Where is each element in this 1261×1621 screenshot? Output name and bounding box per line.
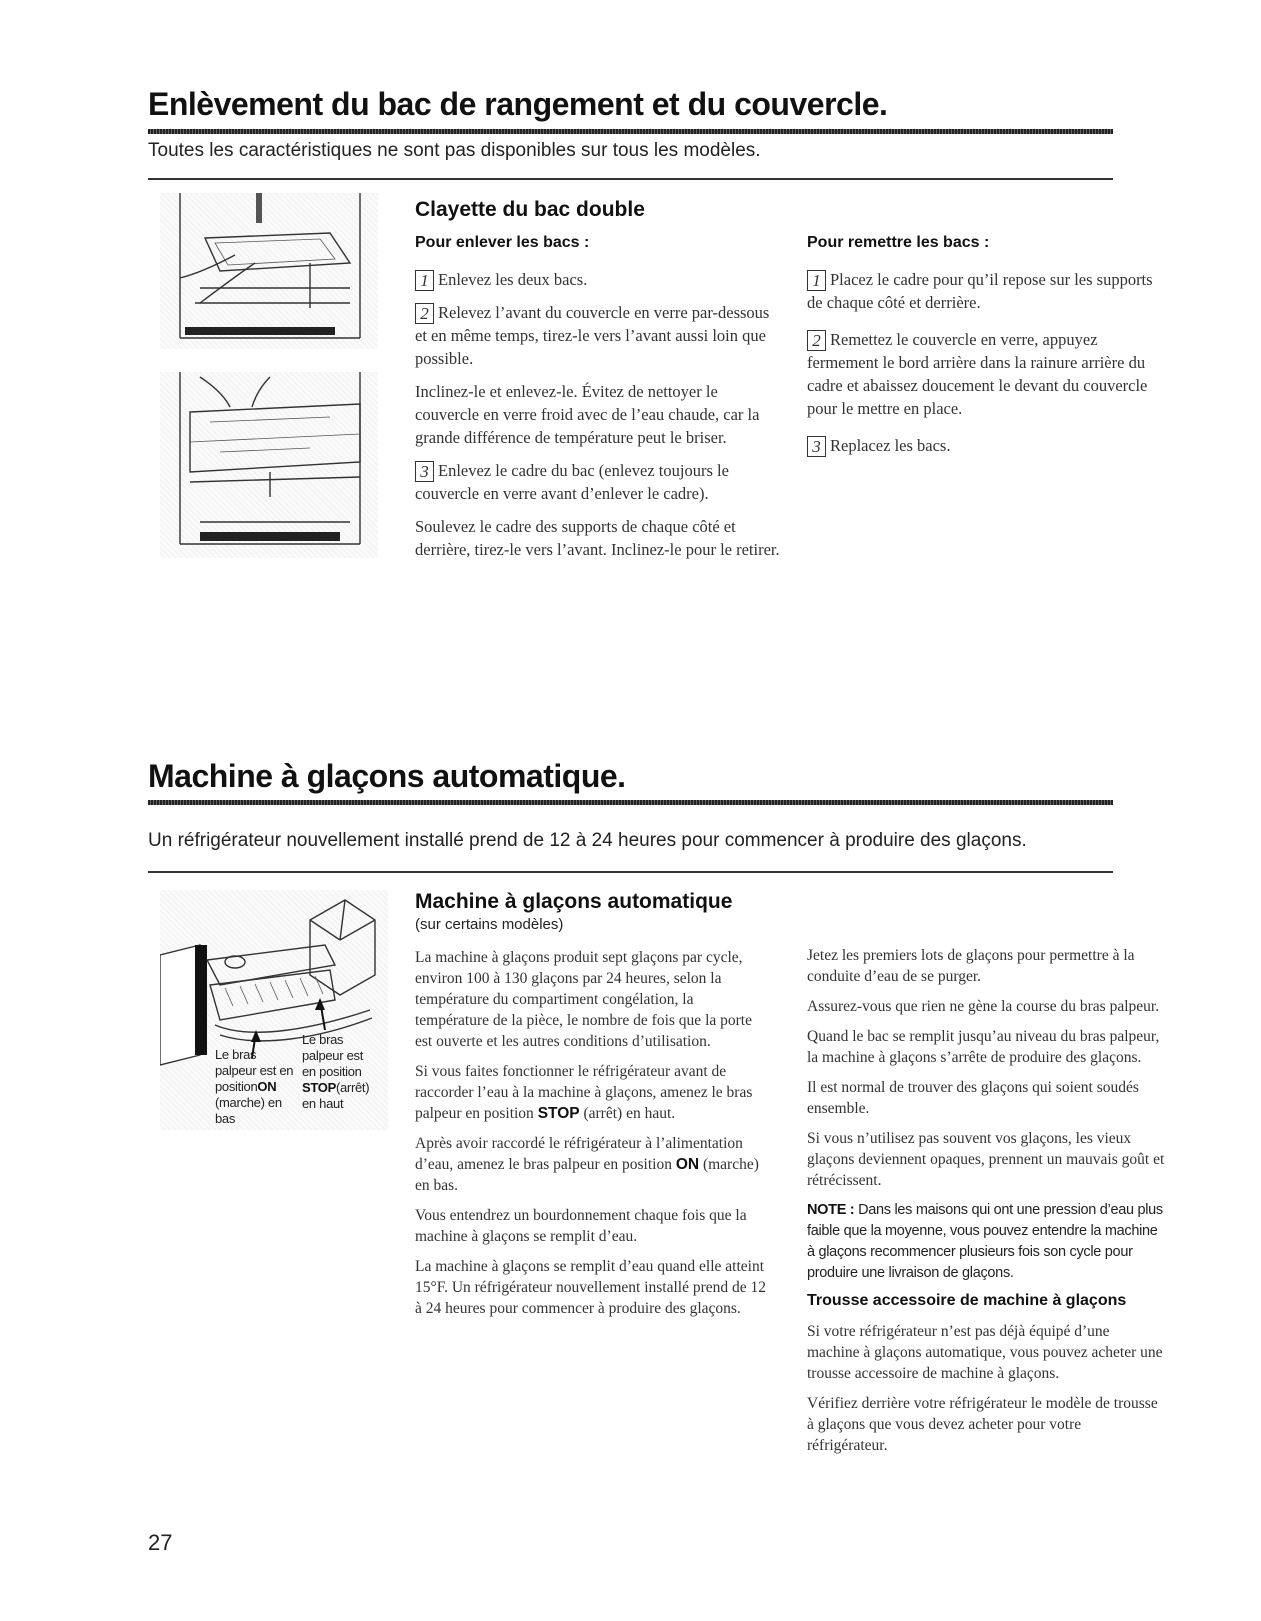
- remove-para-1: Inclinez-le et enlevez-le. Évitez de nettoyer le couvercle en verre froid avec de l’eau chaude, car la grande différence de température peut le briser.: [415, 382, 760, 447]
- replace-step-2-text: Remettez le couvercle en verre, appuyez fermement le bord arrière dans la rainure arrière du cadre et abaissez doucement le devant du couvercle pour le mettre en place.: [807, 330, 1148, 418]
- col1-p3-text-b: (marche) en bas.: [415, 1156, 759, 1194]
- stop-label-keyword: STOP: [302, 1080, 336, 1095]
- col1-p2-text-b: (arrêt) en haut.: [583, 1105, 676, 1122]
- step-number-3: 3: [415, 461, 434, 482]
- col1-p3-on: ON: [675, 1156, 700, 1173]
- step-number-3: 3: [807, 436, 826, 457]
- replace-heading: Pour remettre les bacs :: [807, 234, 990, 251]
- replace-column: [807, 234, 1167, 457]
- replace-step-3: [807, 434, 1167, 457]
- col1-p2-text-a: Si vous faites fonctionner le réfrigérateur avant de raccorder l’eau à la machine à glaçons, amenez le bras palpeur en position: [415, 1063, 753, 1122]
- section2-heading-note: (sur certains modèles): [415, 916, 564, 933]
- crisper-lift-illustration: [160, 193, 378, 349]
- section2-heading: Machine à glaçons automatique: [415, 890, 733, 913]
- on-label-line-5: bas: [215, 1111, 236, 1126]
- on-label-line-3: position: [215, 1079, 258, 1094]
- kit-heading: Trousse accessoire de machine à glaçons: [807, 1292, 1127, 1309]
- icemaker-col2-p4: Il est normal de trouver des glaçons qui soient soudés ensemble.: [807, 1079, 1139, 1117]
- icemaker-note: [807, 1200, 1165, 1284]
- section1-subtitle: Toutes les caractéristiques ne sont pas disponibles sur tous les modèles.: [148, 140, 761, 161]
- remove-column: [415, 234, 785, 561]
- section2-title-rule: [148, 800, 1113, 805]
- crisper-frame-illustration: [160, 372, 378, 558]
- remove-step-1: [415, 268, 785, 291]
- stop-label-line-5: en haut: [302, 1096, 344, 1111]
- on-label-line-2: palpeur est en: [215, 1063, 294, 1078]
- icemaker-col2-p3: Quand le bac se remplit jusqu’au niveau du bras palpeur, la machine à glaçons s’arrête de produire des glaçons.: [807, 1028, 1160, 1066]
- icemaker-stop-label: [302, 1032, 369, 1112]
- remove-step-1-text: Enlevez les deux bacs.: [438, 270, 588, 289]
- replace-step-2: [807, 328, 1167, 420]
- icemaker-col2-p2: Assurez-vous que rien ne gène la course du bras palpeur.: [807, 998, 1160, 1015]
- on-label-line-1: Le bras: [215, 1047, 257, 1062]
- icemaker-illustration: [160, 890, 388, 1130]
- remove-heading: Pour enlever les bacs :: [415, 234, 590, 251]
- icemaker-column-1: [415, 947, 770, 1328]
- step-number-1: 1: [807, 270, 826, 291]
- section1-title-rule: [148, 129, 1113, 134]
- section1-divider: [148, 178, 1113, 180]
- icemaker-column-2: [807, 945, 1165, 1465]
- note-text: Dans les maisons qui ont une pression d’eau plus faible que la moyenne, vous pouvez entendre la machine à glaçons recommencer plusieurs fois son cycle pour produire une livraison de glaçons.: [807, 1202, 1163, 1281]
- step-number-2: 2: [415, 303, 434, 324]
- stop-label-line-1: Le bras: [302, 1032, 344, 1047]
- section1-heading: Clayette du bac double: [415, 198, 645, 221]
- remove-step-2: [415, 301, 785, 370]
- stop-label-line-2: palpeur est: [302, 1048, 364, 1063]
- step-number-1: 1: [415, 270, 434, 291]
- section2-title: Machine à glaçons automatique.: [148, 758, 626, 794]
- kit-para-1: Si votre réfrigérateur n’est pas déjà équipé d’une machine à glaçons automatique, vous pouvez acheter une trousse accessoire de machine à glaçons.: [807, 1323, 1163, 1382]
- note-label: NOTE :: [807, 1202, 855, 1218]
- on-label-keyword: ON: [257, 1079, 277, 1094]
- section1-title: Enlèvement du bac de rangement et du couvercle.: [148, 86, 888, 122]
- stop-label-line-3: en position: [302, 1064, 362, 1079]
- remove-step-3-text: Enlevez le cadre du bac (enlevez toujours le couvercle en verre avant d’enlever le cadre).: [415, 461, 729, 503]
- remove-para-2: Soulevez le cadre des supports de chaque côté et derrière, tirez-le vers l’avant. Inclinez-le pour le retirer.: [415, 517, 780, 559]
- icemaker-col1-p5: La machine à glaçons se remplit d’eau quand elle atteint 15°F. Un réfrigérateur nouvellement installé prend de 12 à 24 heures pour commencer à produire des glaçons.: [415, 1258, 767, 1317]
- col1-p3-text-a: Après avoir raccordé le réfrigérateur à l’alimentation d’eau, amenez le bras palpeur en position: [415, 1135, 743, 1173]
- replace-step-1: [807, 268, 1167, 314]
- col1-p2-stop: STOP: [537, 1105, 580, 1122]
- on-label-line-4: (marche) en: [215, 1095, 282, 1110]
- icemaker-col2-p1: Jetez les premiers lots de glaçons pour permettre à la conduite d’eau de se purger.: [807, 947, 1135, 985]
- section2-divider: [148, 871, 1113, 873]
- replace-step-1-text: Placez le cadre pour qu’il repose sur les supports de chaque côté et derrière.: [807, 270, 1153, 312]
- icemaker-on-label: [215, 1047, 293, 1127]
- section2-subtitle: Un réfrigérateur nouvellement installé prend de 12 à 24 heures pour commencer à produire des glaçons.: [148, 830, 1027, 851]
- icemaker-col1-p2: [415, 1061, 770, 1124]
- remove-step-3: [415, 459, 785, 505]
- icemaker-col1-p4: Vous entendrez un bourdonnement chaque fois que la machine à glaçons se remplit d’eau.: [415, 1207, 747, 1245]
- icemaker-col2-p5: Si vous n’utilisez pas souvent vos glaçons, les vieux glaçons deviennent opaques, prennent un mauvais goût et rétrécissent.: [807, 1130, 1165, 1189]
- replace-step-3-text: Replacez les bacs.: [830, 436, 951, 455]
- step-number-2: 2: [807, 330, 826, 351]
- page-number: 27: [148, 1530, 173, 1555]
- remove-step-2-text: Relevez l’avant du couvercle en verre par-dessous et en même temps, tirez-le vers l’avant aussi loin que possible.: [415, 303, 770, 368]
- icemaker-col1-p1: La machine à glaçons produit sept glaçons par cycle, environ 100 à 130 glaçons par 24 heures, selon la température du compartiment congélation, la température de la pièce, le nombre de fois que la porte est ouverte et les autres conditions d’utilisation.: [415, 949, 752, 1050]
- icemaker-col1-p3: [415, 1133, 770, 1196]
- stop-label-line-4: (arrêt): [335, 1080, 370, 1095]
- kit-para-2: Vérifiez derrière votre réfrigérateur le modèle de trousse à glaçons que vous devez acheter pour votre réfrigérateur.: [807, 1395, 1158, 1454]
